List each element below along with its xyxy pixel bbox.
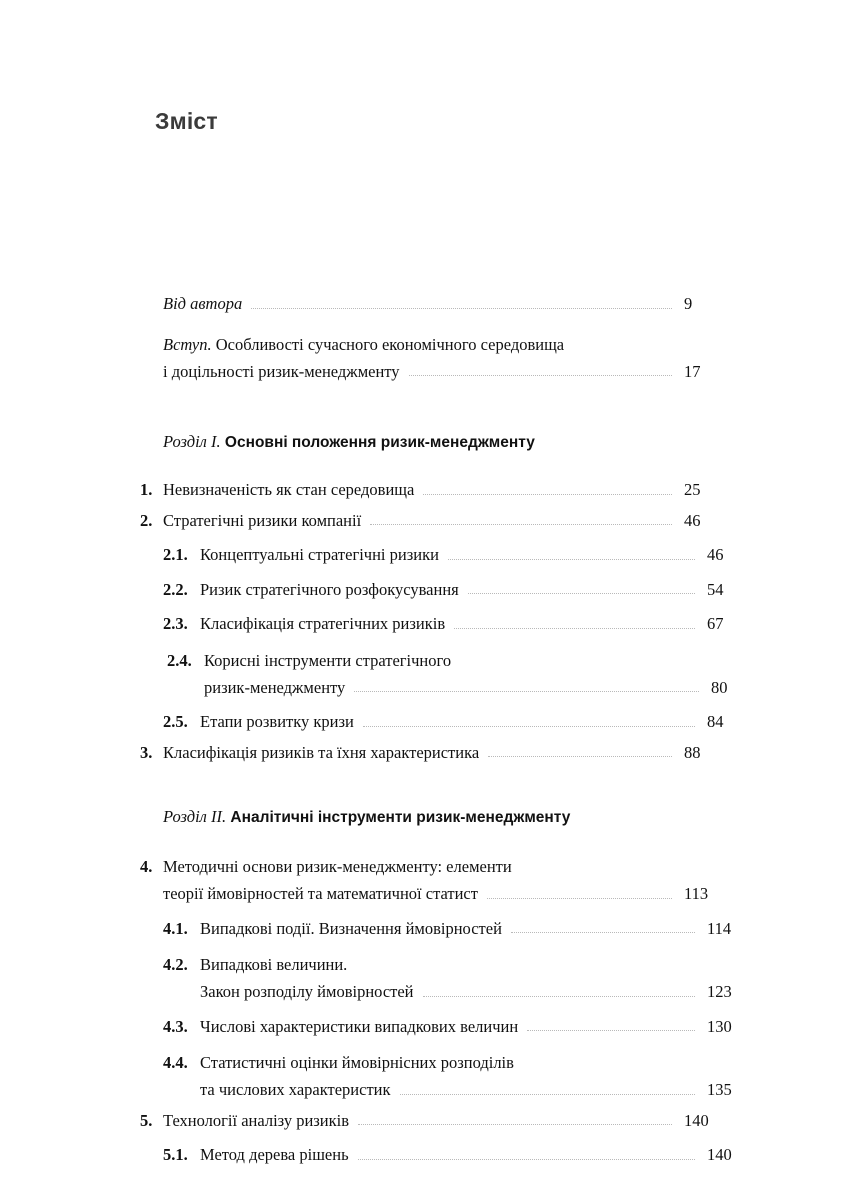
toc-entry-page: 88 — [684, 742, 701, 762]
toc-entry-number: 4.1. — [163, 918, 188, 938]
toc-entry-title-block — [200, 1147, 705, 1164]
dot-leader — [358, 1159, 695, 1160]
toc-entry-title-block — [163, 361, 682, 381]
toc-entry-4-4-line1[interactable] — [140, 1053, 753, 1073]
toc-entry-2-1[interactable] — [140, 547, 753, 564]
dot-leader — [400, 1094, 695, 1095]
toc-entry-5-1[interactable] — [140, 1147, 753, 1164]
toc-entry-title-block — [200, 918, 705, 938]
toc-entry-page: 67 — [707, 614, 724, 633]
toc-entry-front-1-line1[interactable] — [163, 335, 730, 355]
toc-entry-2-3[interactable] — [140, 616, 753, 633]
toc-entry-title-block — [163, 886, 682, 903]
toc-entry-page: 130 — [707, 1016, 732, 1036]
toc-entry-title: Метод дерева рішень — [200, 1145, 349, 1164]
dot-leader — [527, 1030, 695, 1031]
dot-leader — [363, 726, 695, 727]
toc-entry-title-block — [200, 984, 705, 1001]
dot-leader — [251, 308, 672, 309]
toc-entry-front-0[interactable] — [163, 296, 730, 313]
toc-entry-page: 135 — [707, 1080, 732, 1099]
dot-leader — [511, 932, 695, 933]
toc-entry-number: 1. — [140, 480, 153, 499]
toc-entry-title-block — [163, 510, 682, 530]
toc-entry-page: 140 — [707, 1145, 732, 1164]
spacer — [140, 633, 730, 651]
toc-entry-title: Корисні інструменти стратегічного — [204, 650, 452, 670]
toc-entry-5[interactable] — [140, 1110, 730, 1130]
toc-entry-title-block — [163, 1110, 682, 1130]
spacer — [140, 564, 730, 582]
spacer — [163, 313, 730, 335]
toc-entry-front-1-line2[interactable] — [163, 361, 730, 381]
toc-entry-title — [163, 335, 564, 355]
toc-entry-page: 140 — [684, 1110, 709, 1130]
toc-entry-2-5[interactable] — [140, 714, 753, 731]
toc-entry-title-line2: та числових характеристик — [200, 1080, 391, 1099]
toc-entry-page: 25 — [684, 480, 701, 499]
toc-entry-number: 2.2. — [163, 579, 188, 599]
toc-entry-title-line2: теорії ймовірностей та математичної статист — [163, 884, 478, 903]
toc-entry-title: Статистичні оцінки ймовірнісних розподілів — [200, 1053, 514, 1072]
toc-entry-title-block — [163, 742, 682, 762]
toc-entry-number: 4. — [140, 857, 153, 876]
toc-entry-title-block — [200, 714, 705, 731]
dot-leader — [423, 494, 672, 495]
toc-entry-title-block — [200, 1053, 753, 1073]
toc-entry-title: Ризик стратегічного розфокусування — [200, 579, 459, 599]
toc-entry-4-line1[interactable] — [140, 857, 730, 877]
spacer — [140, 1001, 730, 1019]
dot-leader — [354, 691, 699, 692]
dot-leader — [468, 593, 695, 594]
toc-entry-title: Невизначеність як стан середовища — [163, 480, 415, 499]
dot-leader — [487, 898, 672, 899]
toc-entry-page: 114 — [707, 918, 732, 938]
toc-entry-title — [163, 296, 242, 313]
toc-entry-number: 5.1. — [163, 1145, 188, 1164]
dot-leader — [454, 628, 695, 629]
spacer — [140, 452, 730, 482]
toc-entry-number: 3. — [140, 742, 153, 762]
toc-entry-title-block — [163, 335, 730, 355]
spacer — [140, 761, 730, 807]
toc-entry-title: Класифікація стратегічних ризиків — [200, 614, 446, 633]
dot-leader — [370, 524, 672, 525]
part-number: Розділ I. — [163, 432, 221, 451]
toc-entry-page: 113 — [684, 884, 709, 903]
toc-entry-title-italic: Від автора — [163, 294, 243, 313]
dot-leader — [409, 375, 672, 376]
toc-entry-number: 4.2. — [163, 955, 188, 974]
part-title: Аналітичні інструменти ризик-менеджменту — [226, 809, 571, 826]
dot-leader — [423, 996, 695, 997]
dot-leader — [488, 756, 672, 757]
toc-entry-4-2-line2[interactable] — [140, 984, 753, 1001]
toc-entry-title-block — [163, 482, 682, 499]
toc-entry-title-rest: Особливості сучасного економічного середовища — [211, 334, 565, 354]
spacer — [140, 380, 730, 432]
toc-entry-3[interactable] — [140, 742, 730, 762]
toc-entry-page: 54 — [707, 579, 724, 599]
toc-entry-title-block — [163, 857, 730, 877]
toc-entry-4-4-line2[interactable] — [140, 1082, 753, 1099]
toc-entry-page: 46 — [707, 545, 724, 564]
toc-entry-2-4-line1[interactable] — [140, 651, 757, 671]
toc-entry-title-block — [204, 651, 757, 671]
toc-entry-title-block — [200, 1016, 705, 1036]
toc-entry-2-4-line2[interactable] — [140, 677, 757, 697]
toc-entry-page: 123 — [707, 982, 732, 1001]
part-heading-1 — [163, 432, 730, 452]
toc-entry-number: 2.3. — [163, 614, 188, 633]
part-heading-2 — [163, 807, 730, 827]
toc-entry-1[interactable] — [140, 482, 730, 499]
toc-entry-number: 5. — [140, 1110, 153, 1130]
toc-entry-title-block — [200, 579, 705, 599]
part-number: Розділ II. — [163, 807, 227, 826]
toc-entry-4-3[interactable] — [140, 1016, 753, 1036]
toc-entry-title: Числові характеристики випадкових величин — [200, 1016, 519, 1036]
toc-entry-title-block — [200, 955, 753, 975]
toc-entry-4-2-line1[interactable] — [140, 955, 753, 975]
toc-entry-2-2[interactable] — [140, 579, 753, 599]
toc-entry-title: Стратегічні ризики компанії — [163, 510, 362, 530]
toc-entry-title-line2: і доцільності ризик-менеджменту — [163, 361, 400, 381]
toc-entry-page: 9 — [684, 294, 693, 313]
toc-entry-number: 2. — [140, 510, 153, 530]
dot-leader — [358, 1124, 672, 1125]
toc-entry-number: 2.4. — [167, 650, 192, 670]
toc-entry-title-line2: Закон розподілу ймовірностей — [200, 982, 414, 1001]
toc-entry-page: 80 — [711, 677, 728, 697]
toc-entry-title: Технології аналізу ризиків — [163, 1110, 350, 1130]
table-of-contents — [140, 296, 730, 1164]
toc-entry-title-block — [163, 296, 682, 313]
toc-entry-title: Класифікація ризиків та їхня характеристика — [163, 742, 480, 762]
part-title: Основні положення ризик-менеджменту — [220, 434, 535, 451]
toc-entry-title-line2: ризик-менеджменту — [204, 677, 346, 697]
toc-entry-page: 46 — [684, 510, 701, 530]
toc-entry-number: 2.1. — [163, 545, 188, 564]
toc-entry-title: Методичні основи ризик-менеджменту: елементи — [163, 857, 512, 876]
toc-entry-4-1[interactable] — [140, 918, 753, 938]
toc-entry-4-line2[interactable] — [140, 886, 730, 903]
toc-entry-page: 84 — [707, 712, 724, 731]
dot-leader — [448, 559, 695, 560]
page-title: Зміст — [155, 108, 218, 134]
toc-entry-title: Випадкові величини. — [200, 955, 348, 974]
toc-entry-number: 4.4. — [163, 1053, 188, 1072]
toc-entry-number: 2.5. — [163, 712, 188, 731]
spacer — [140, 937, 730, 955]
toc-entry-number: 4.3. — [163, 1016, 188, 1036]
toc-entry-page: 17 — [684, 361, 701, 381]
toc-entry-title-block — [200, 547, 705, 564]
toc-entry-title: Концептуальні стратегічні ризики — [200, 545, 439, 564]
front-matter-group — [163, 296, 730, 380]
spacer — [140, 827, 730, 857]
toc-entry-title-block — [200, 1082, 705, 1099]
toc-entry-title-italic: Вступ. — [163, 334, 212, 354]
toc-entry-title-block — [200, 616, 705, 633]
spacer — [140, 1035, 730, 1053]
toc-entry-2[interactable] — [140, 510, 730, 530]
spacer — [140, 903, 730, 921]
toc-entry-title-block — [204, 677, 709, 697]
toc-entry-title: Випадкові події. Визначення ймовірностей — [200, 918, 502, 938]
toc-entry-title: Етапи розвитку кризи — [200, 712, 354, 731]
